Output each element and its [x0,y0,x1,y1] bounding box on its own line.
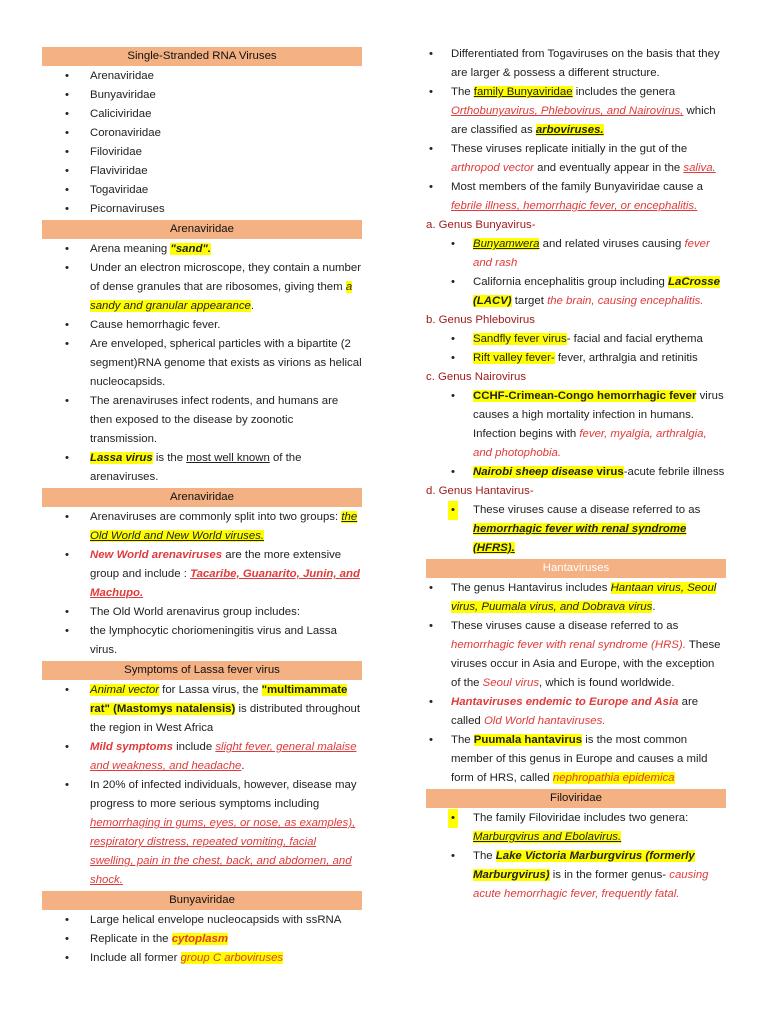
bullet-icon: • [448,809,458,828]
bullet-icon: • [451,276,455,288]
list-item: • the lymphocytic choriomeningitis virus and Lassa virus. [42,622,362,660]
bullet-icon: • [65,262,69,274]
bullet-icon: • [65,70,69,82]
bullet-icon: • [65,108,69,120]
bullet-icon: • [451,466,455,478]
bullet-icon: • [429,582,433,594]
list-item: • New World arenaviruses are the more extensive group and include : Tacaribe, Guanarito, Junin, and Machupo. [42,546,362,603]
list-item: • California encephalitis group including LaCrosse (LACV) target the brain, causing encephalitis. [426,273,726,311]
family-list [42,67,362,219]
bullet-icon: • [429,734,433,746]
list-item: • Picornaviruses [42,200,362,219]
list-item: • Are enveloped, spherical particles with a bipartite (2 segment)RNA genome that exists as virions as helical nucleocapsids. [42,335,362,392]
list-item: • The Lake Victoria Marburgvirus (formerly Marburgvirus) is in the former genus- causing acute hemorrhagic fever, frequently fatal. [426,847,726,904]
list-item: • Flaviviridae [42,162,362,181]
bullet-icon: • [451,352,455,364]
bullet-icon: • [429,181,433,193]
list-item: • Under an electron microscope, they contain a number of dense granules that are ribosomes, giving them a sandy and granular appearance. [42,259,362,316]
list-item: • Large helical envelope nucleocapsids with ssRNA [42,911,362,930]
section-header-arenaviridae-groups: Arenaviridae [42,488,362,507]
genus-heading-hantavirus: d. Genus Hantavirus- [426,485,534,497]
list-item: • Caliciviridae [42,105,362,124]
bullet-icon: • [65,165,69,177]
section-header-ssrna: Single-Stranded RNA Viruses [42,47,362,66]
list-item: • Nairobi sheep disease virus-acute febrile illness [426,463,726,482]
right-column [426,45,726,904]
list-item: • Bunyamwera and related viruses causing fever and rash [426,235,726,273]
bullet-icon: • [65,684,69,696]
list-item: • Arenaviruses are commonly split into two groups: the Old World and New World viruses. [42,508,362,546]
section-header-filoviridae: Filoviridae [426,789,726,808]
list-item: • Mild symptoms include slight fever, general malaise and weakness, and headache. [42,738,362,776]
bullet-icon: • [65,184,69,196]
list-item: • Coronaviridae [42,124,362,143]
bullet-icon: • [429,86,433,98]
list-item: • The Old World arenavirus group includes: [42,603,362,622]
list-item: • The Puumala hantavirus is the most common member of this genus in Europe and causes a mild form of HRS, called nephropathia epidemica [426,731,726,788]
bullet-icon: • [451,238,455,250]
bullet-icon: • [65,338,69,350]
list-item: • CCHF-Crimean-Congo hemorrhagic fever virus causes a high mortality infection in humans. Infection begins with fever, myalgia, arthralgia, and photophobia. [426,387,726,463]
list-item: • Cause hemorrhagic fever. [42,316,362,335]
bullet-icon: • [65,319,69,331]
list-item: • Replicate in the cytoplasm [42,930,362,949]
list-item: • These viruses replicate initially in the gut of the arthropod vector and eventually appear in the saliva. [426,140,726,178]
genus-heading-bunyavirus: a. Genus Bunyavirus- [426,219,536,231]
bullet-icon: • [429,696,433,708]
bullet-icon: • [429,48,433,60]
list-item: • Togaviridae [42,181,362,200]
list-item: • Sandfly fever virus- facial and facial erythema [426,330,726,349]
bullet-icon: • [65,741,69,753]
list-item: • The arenaviruses infect rodents, and humans are then exposed to the disease by zoonotic transmission. [42,392,362,449]
bullet-icon: • [65,203,69,215]
section-header-lassa-symptoms: Symptoms of Lassa fever virus [42,661,362,680]
list-item: • Animal vector for Lassa virus, the "multimammate rat" (Mastomys natalensis) is distributed throughout the region in West Africa [42,681,362,738]
bullet-icon: • [65,606,69,618]
list-item: • The family Filoviridae includes two genera: Marburgvirus and Ebolavirus. [426,809,726,847]
bullet-icon: • [65,511,69,523]
bullet-icon: • [448,501,458,520]
bullet-icon: • [65,952,69,964]
list-item: • Filoviridae [42,143,362,162]
section-header-hantaviruses: Hantaviruses [426,559,726,578]
section-header-bunyaviridae: Bunyaviridae [42,891,362,910]
list-item: • Differentiated from Togaviruses on the basis that they are larger & possess a different structure. [426,45,726,83]
bullet-icon: • [451,850,455,862]
list-item: • The genus Hantavirus includes Hantaan virus, Seoul virus, Puumala virus, and Dobrava virus. [426,579,726,617]
bullet-icon: • [65,127,69,139]
genus-heading-nairovirus: c. Genus Nairovirus [426,371,527,383]
bullet-icon: • [65,452,69,464]
list-item: • The family Bunyaviridae includes the genera Orthobunyavirus, Phlebovirus, and Nairovirus, which are classified as arboviruses. [426,83,726,140]
list-item: • Arena meaning "sand". [42,240,362,259]
bullet-icon: • [451,333,455,345]
bullet-icon: • [65,625,69,637]
bullet-icon: • [65,395,69,407]
bullet-icon: • [65,549,69,561]
list-item: • Hantaviruses endemic to Europe and Asia are called Old World hantaviruses. [426,693,726,731]
bullet-icon: • [65,146,69,158]
bullet-icon: • [429,620,433,632]
list-item: • These viruses cause a disease referred to as hemorrhagic fever with renal syndrome (HRS). These viruses occur in Asia and Europe, with the exception of the Seoul virus, which is found worldwide. [426,617,726,693]
list-item: • Include all former group C arboviruses [42,949,362,968]
bullet-icon: • [65,914,69,926]
bullet-icon: • [65,243,69,255]
list-item: • Most members of the family Bunyaviridae cause a febrile illness, hemorrhagic fever, or encephalitis. [426,178,726,216]
bullet-icon: • [65,779,69,791]
bullet-icon: • [451,390,455,402]
list-item: • Arenaviridae [42,67,362,86]
list-item: • Bunyaviridae [42,86,362,105]
list-item: • These viruses cause a disease referred to as hemorrhagic fever with renal syndrome (HFRS). [426,501,726,558]
bullet-icon: • [429,143,433,155]
list-item: • Rift valley fever- fever, arthralgia and retinitis [426,349,726,368]
bullet-icon: • [65,89,69,101]
genus-heading-phlebovirus: b. Genus Phlebovirus [426,314,535,326]
left-column [42,46,362,968]
bullet-icon: • [65,933,69,945]
list-item: • In 20% of infected individuals, however, disease may progress to more serious symptoms including hemorrhaging in gums, eyes, or nose, as examples), respiratory distress, repeated vomiting, facial swelling, pain in the chest, back, and abdomen, and shock. [42,776,362,890]
list-item: • Lassa virus is the most well known of the arenaviruses. [42,449,362,487]
section-header-arenaviridae: Arenaviridae [42,220,362,239]
